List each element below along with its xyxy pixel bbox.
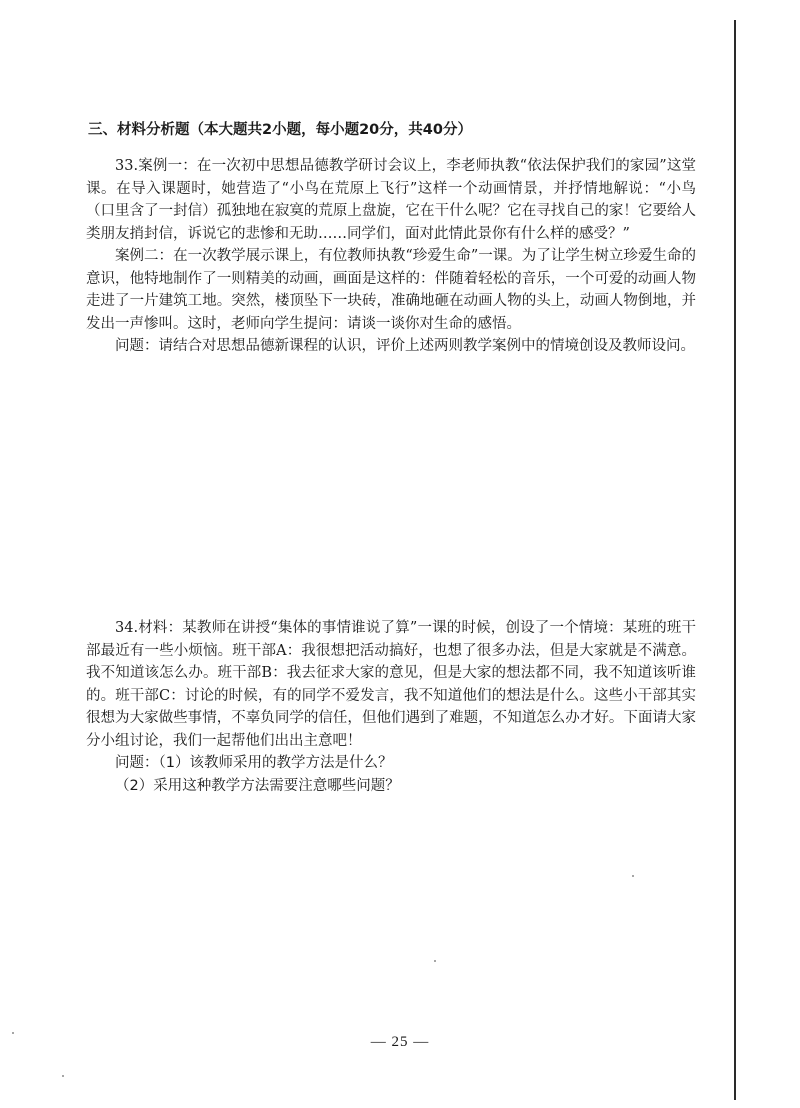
section-heading: 三、材料分析题（本大题共2小题，每小题20分，共40分） — [88, 122, 472, 138]
right-margin-line — [734, 20, 736, 1100]
question-33 — [86, 155, 696, 358]
page-number: — 25 — — [370, 1034, 430, 1050]
question-33-prompt: 问题：请结合对思想品德新课程的认识，评价上述两则教学案例中的情境创设及教师设问。 — [115, 338, 695, 354]
question-34-material: 34.材料：某教师在讲授“集体的事情谁说了算”一课的时候，创设了一个情境：某班的班干部最近有一些小烦恼。班干部A：我很想把活动搞好，也想了很多办法，但是大家就是不满意。我不知道该怎么办。班干部B：我去征求大家的意见，但是大家的想法都不同，我不知道该听谁的。班干部C：讨论的时候，有的同学不爱发言，我不知道他们的想法是什么。这些小干部其实很想为大家做些事情，不辜负同学的信任，但他们遇到了难题，不知道怎么办才好。下面请大家分小组讨论，我们一起帮他们出出主意吧！ — [86, 620, 696, 749]
question-34-prompt-1: 问题：（1）该教师采用的教学方法是什么？ — [115, 755, 393, 771]
question-34 — [86, 617, 696, 797]
question-34-prompt-2: （2）采用这种教学方法需要注意哪些问题？ — [115, 777, 400, 794]
question-33-case-1: 33.案例一：在一次初中思想品德教学研讨会议上，李老师执教“依法保护我们的家园”这堂课。在导入课题时，她营造了“小鸟在荒原上飞行”这样一个动画情景，并抒情地解说：“小鸟（口里含了一封信）孤独地在寂寞的荒原上盘旋，它在干什么呢？它在寻找自己的家！它要给人类朋友捎封信，诉说它的悲惨和无助……同学们，面对此情此景你有什么样的感受？” — [86, 158, 696, 242]
question-33-case-2: 案例二：在一次教学展示课上，有位教师执教“珍爱生命”一课。为了让学生树立珍爱生命的意识，他特地制作了一则精美的动画，画面是这样的：伴随着轻松的音乐，一个可爱的动画人物走进了一片建筑工地。突然，楼顶坠下一块砖，准确地砸在动画人物的头上，动画人物倒地，并发出一声惨叫。这时，老师向学生提问：请谈一谈你对生命的感悟。 — [86, 248, 696, 332]
scan-speck — [434, 960, 436, 962]
scan-speck — [62, 1075, 64, 1077]
scan-speck — [632, 875, 634, 877]
scan-speck — [12, 1032, 14, 1034]
